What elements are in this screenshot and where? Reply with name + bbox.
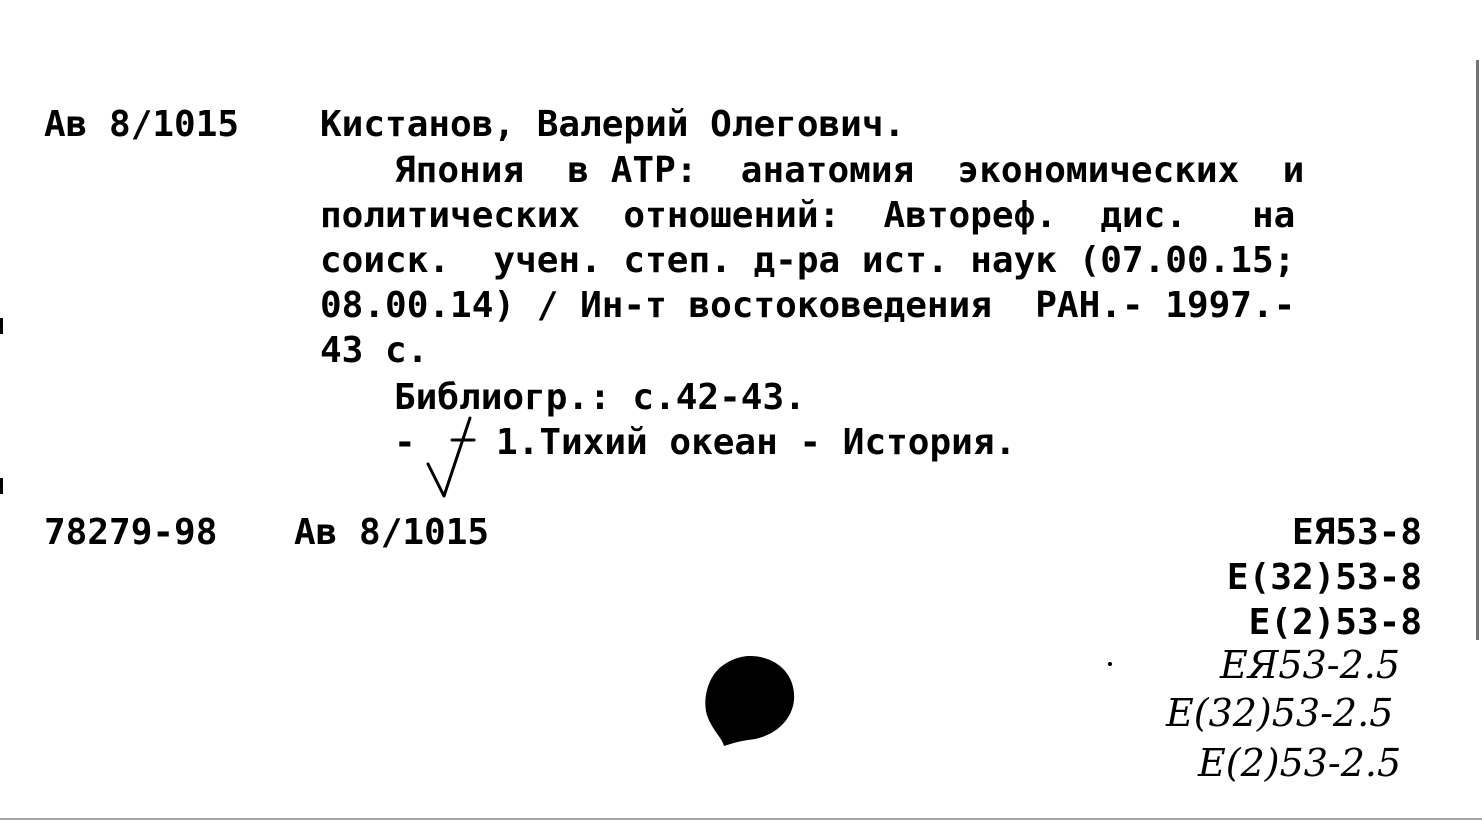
author: Кистанов, Валерий Олегович.	[320, 104, 906, 145]
left-edge-mark-2	[0, 478, 3, 494]
bottom-edge-line	[0, 818, 1482, 820]
title-line-3: соиск. учен. степ. д-ра ист. наук (07.00.15;	[320, 240, 1296, 281]
typed-code-3: Е(2)53-8	[1248, 602, 1422, 643]
accession-number: 78279-98	[44, 512, 218, 553]
typed-code-2: Е(32)53-8	[1226, 557, 1422, 598]
shelfmark-bottom: Ав 8/1015	[294, 512, 490, 553]
title-line-5: 43 с.	[320, 330, 429, 371]
typed-codes	[1227, 510, 1422, 645]
handwritten-code-1: ЕЯ53-2.5	[1220, 643, 1401, 687]
shelfmark: Ав 8/1015	[44, 104, 240, 145]
bibliography-note: Библиогр.: с.42-43.	[394, 377, 806, 418]
title-line-4: 08.00.14) / Ин-т востоковедения РАН.- 1997.-	[320, 285, 1296, 326]
subject-heading: 1.Тихий океан - История.	[496, 422, 1017, 463]
handwritten-code-3: Е(2)53-2.5	[1198, 741, 1402, 785]
typed-code-1: ЕЯ53-8	[1291, 512, 1422, 553]
checkmark-icon	[422, 412, 492, 502]
ink-dot	[1108, 662, 1112, 666]
punch-hole	[700, 652, 800, 748]
subject-prefix: -	[394, 422, 416, 463]
handwritten-code-2: Е(32)53-2.5	[1166, 691, 1394, 735]
title-line-2: политических отношений: Автореф. дис. на	[320, 195, 1296, 236]
right-edge-mark	[1476, 60, 1479, 640]
left-edge-mark	[0, 318, 3, 334]
title-line-1: Япония в АТР: анатомия экономических и	[394, 150, 1305, 191]
